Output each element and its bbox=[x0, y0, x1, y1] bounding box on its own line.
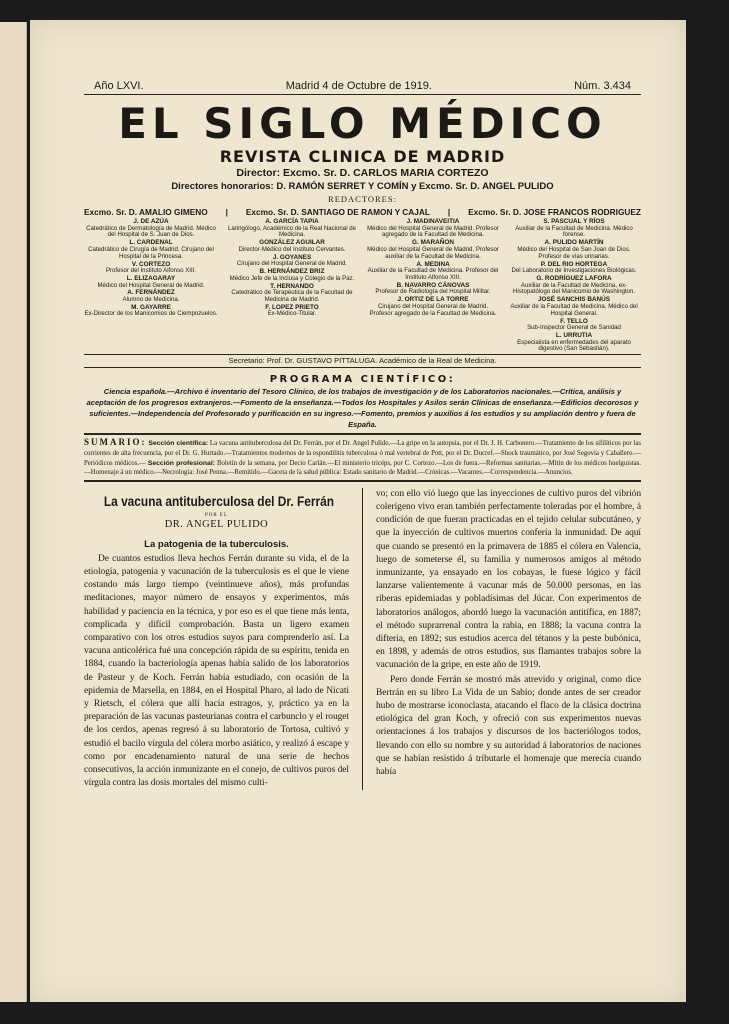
article-paragraph: vo; con ello vió luego que las inyecciones de cultivo puros del vibrión colerígeno vivo eran también perfectamente toleradas por el hombre, á condición de que fueran practicadas en el tejido celular subcutáneo, y que la inyección de cultivos muertos confería la inmunidad. De aquí que cuando se presentó en la primavera de 1885 el cólera en Valencia, luego de someterse él, su familia y numerosos amigos al método inmunizante, ya ensayado en los cobayas, le fuese lógico y fácil lanzarse valientemente á vacunar más de 50.000 personas, en las riberas epidemiadas y pobladísimas del Júcar. Con experimentos de laboratorios análogos, abordó luego la vacunación antitífica, en 1887; el método suprarrenal contra la rabia, en 1888; la vacuna contra la difteria, en 1892; sus estudios acerca del tétanos y la peste bubónica, en 1898, y además de otros estudios, sus flamantes trabajos sobre la vacunación de la gripe, en este año de 1919. bbox=[376, 488, 641, 671]
editors-column-4 bbox=[507, 218, 641, 353]
editor-name: A. GARCÍA TAPIA bbox=[265, 218, 319, 225]
editor-name: G. MARAÑON bbox=[412, 239, 454, 247]
editor-description: Auxiliar de la Facultad de Medicina, ex-Histopatólogo del Manicomio de Washington. bbox=[512, 281, 636, 296]
editor-name: P. DEL RIO HORTEGA bbox=[540, 260, 608, 268]
editor-description: Catedrático de Cirugía de Madrid. Cirujano del Hospital de la Princesa. bbox=[88, 245, 214, 260]
editor-name: J. MADINAVEITIA bbox=[406, 218, 460, 225]
column-rule bbox=[362, 488, 363, 791]
editor-name: J. DE AZÚA bbox=[133, 218, 169, 225]
editor-name: S. PASCUAL Y RÍOS bbox=[543, 218, 605, 225]
editor-description: Profesor del Instituto Alfonso XIII. bbox=[105, 267, 197, 275]
editor-description: Ex-Médico-Titular. bbox=[267, 310, 317, 318]
article-section-heading: La patogenia de la tuberculosis. bbox=[144, 538, 289, 550]
editor-name: L. CARDENAL bbox=[129, 239, 173, 247]
editors-heads-row bbox=[84, 207, 641, 217]
editor-name: F. TELLO bbox=[560, 317, 588, 325]
redactores-heading: REDACTORES: bbox=[328, 194, 397, 204]
editor-name: G. RODRÍGUEZ LAFORA bbox=[536, 275, 612, 283]
programa-text: Ciencia española.—Archivo é inventario del Tesoro Clínico, de los trabajos de investigación y de los Laboratorios nacionales.—Crítica, análisis y aceptación de los progresos extranjeros.—Fomento de la enseñanza.—Todos los Hospitales y Asilos serán Clínicas de enseñanza.—Edificios decorosos y suficientes.—Independencia del Profesorado y purificación en su ingreso.—Fomento, premios y auxilios á los estudios y su ampliación dentro y fuera de España. bbox=[84, 386, 641, 435]
editor-name: A. MEDINA bbox=[416, 260, 450, 268]
programa-title: PROGRAMA CIENTÍFICO: bbox=[269, 374, 456, 386]
article-column-right bbox=[376, 488, 641, 791]
editor-description: Médico del Hospital General de Madrid. Profesor auxiliar de la Facultad de Medicina. bbox=[367, 245, 499, 260]
sumario-professional-text: Boletín de la semana, por Decio Carlán.—El ministerio tricéps, por C. Cortezo.—Los de fuera.—Reformas sanitarias.—Mitin de los médicos huelguistas.—Homenaje á un médico.—Necrología: José Penna.—Remitido.—Gaceta de la salud pública: Estado sanitario de Madrid.—Crónicas.—Vacantes.—Correspondencia.—Anuncios. bbox=[84, 459, 641, 477]
sumario-label: SUMARIO: bbox=[84, 437, 147, 448]
editor-description: Profesor de Radiología del Hospital Militar. bbox=[375, 288, 491, 296]
masthead-title: EL SIGLO MÉDICO bbox=[118, 99, 607, 148]
editor-description: Laringólogo, Académico de la Real Nacional de Medicina. bbox=[227, 224, 357, 239]
editor-description: Del Laboratorio de Investigaciones Biológicas. bbox=[511, 267, 637, 275]
editor-description: Auxiliar de la Facultad de Medicina. Médico forense. bbox=[515, 224, 633, 239]
issue-number: Núm. 3.434 bbox=[574, 80, 631, 92]
editor-name: B. NAVARRO CÁNOVAS bbox=[396, 281, 470, 289]
sumario-section-scientific: Sección científica: bbox=[148, 440, 209, 448]
editor-description: Médico del Hospital General de Madrid. bbox=[97, 281, 205, 289]
editor-description: Médico del Hospital de San Juan de Dios. Profesor de vías urinarias. bbox=[517, 245, 631, 260]
editor-name: JOSÉ SANCHIS BANÚS bbox=[537, 296, 611, 304]
article-byline-prefix: POR EL bbox=[204, 512, 229, 518]
editor-description: Médico del Hospital General de Madrid. Profesor agregado de la Facultad de Medicina. bbox=[367, 224, 499, 239]
editor-name: J. GOYANES bbox=[272, 253, 312, 261]
article-paragraph: Pero donde Ferrán se mostró más atrevido y original, como dice Bertrán en su libro La Vida de un Sabio; donde antes de ser creador hubo de mostrarse iconoclasta, atacando el flaco de la clásica doctrina etiológica del gran Koch, y ofreció con sus experimentos nuevas orientaciones á los trabajos y discursos de los bacteriólogos todos, llevando con ello su nombre y su autoridad á laboratorios de naciones que se habían resistido á tributarle el homenaje que merecía cuando había bbox=[376, 674, 641, 778]
editors-column-2 bbox=[225, 218, 359, 353]
editor-name: M. GAYARRE bbox=[131, 303, 171, 311]
editor-description: Director-Médico del Instituto Cervantes. bbox=[238, 245, 346, 253]
dateline bbox=[84, 80, 641, 95]
honorary-directors-line: Directores honorarios: D. RAMÓN SERRET Y COMÍN y Excmo. Sr. D. ANGEL PULIDO bbox=[171, 181, 554, 192]
editor-name: A. PULIDO MARTÍN bbox=[544, 239, 604, 247]
editor-name: J. ORTIZ DE LA TORRE bbox=[397, 296, 469, 304]
editor-name: GONZÁLEZ AGUILAR bbox=[259, 239, 325, 247]
article-author: DR. ANGEL PULIDO bbox=[164, 518, 269, 530]
editors-column-1 bbox=[84, 218, 218, 353]
sumario-section-professional: Sección profesional: bbox=[147, 459, 215, 467]
article-paragraph: De cuantos estudios lleva hechos Ferrán durante su vida, el de la etiología, patogenia y vacunación de la tuberculosis es el que le viene costando más largo tiempo (veintinueve años), más profundas meditaciones, mayor número de ensayos y experimentos, más habilidad y paciencia en la técnica, y por eso es el que tiene más lenta, complicada y difícil comprobación. Basta un ligero examen comparativo con los otros estudios suyos para comprenderlo así. La vacuna anticolérica fué una concepción rápida de su espíritu, tenida en 1884, cuando la bacteriología apenas había salido de los laboratorios de Pasteur y de Koch. Ferrán había estudiado, con ocasión de la epidemia de Marsella, en 1884, en el Hospital Pharo, al lado de Nicati y Rietsch, el cólera que allí hacía estragos, y, práctico ya en la preparación de las vacunas pasteurianas contra el carbunclo y el rouget de los cerdos, apenas regresó á su laboratorio de Tortosa, cultivó y estudió el bacilo vírgula del cólera morbo asiático, y realizó á escape y como por encadenamiento natural de una serie de hechos consecutivos, la acción inmunizante en el conejo, de cultivos puros del vírgula contra las dosis mortales del mismo culti- bbox=[84, 553, 349, 789]
editor-head: Excmo. Sr. D. AMALIO GIMENO bbox=[84, 207, 208, 217]
editor-description: Catedrático de Terapéutica de la Facultad de Medicina de Madrid. bbox=[231, 289, 353, 303]
secretary-line: Secretario: Prof. Dr. GUSTAVO PITTALUGA. Académico de la Real de Medicina. bbox=[84, 355, 641, 368]
editors-column-3 bbox=[366, 218, 500, 353]
editor-description: Cirujano del Hospital General de Madrid. Profesor agregado de la Facultad de Medicina. bbox=[369, 302, 497, 317]
editor-description: Especialista en enfermedades del aparato digestivo (San Sebastián). bbox=[517, 338, 631, 353]
article-column-left bbox=[84, 488, 349, 791]
editor-name: T. HERNANDO bbox=[270, 282, 314, 290]
editor-name: A. FERNÁNDEZ bbox=[127, 289, 175, 297]
editor-description: Cirujano del Hospital General de Madrid. bbox=[236, 260, 348, 268]
editor-description: Auxiliar de la Facultad de Medicina. Médico del Hospital General. bbox=[510, 302, 638, 317]
editor-name: V. CORTEZO bbox=[131, 260, 171, 268]
editor-head: Excmo. Sr. D. JOSE FRANCOS RODRIGUEZ bbox=[468, 207, 641, 217]
director-line: Director: Excmo. Sr. D. CARLOS MARIA CORTEZO bbox=[236, 167, 489, 179]
editor-name: B. HERNÁNDEZ BRIZ bbox=[259, 268, 325, 276]
page-content bbox=[84, 80, 641, 790]
editor-description: Ex-Director de los Manicomios de Ciempozuelos. bbox=[84, 310, 218, 318]
editor-name: F. LOPEZ PRIETO bbox=[265, 303, 319, 311]
editor-description: Auxiliar de la Facultad de Medicina. Profesor del Instituto Alfonso XIII. bbox=[367, 267, 499, 282]
masthead-subtitle: REVISTA CLINICA DE MADRID bbox=[219, 147, 506, 166]
editor-description: Médico Jefe de la Inclusa y Colegio de la Paz. bbox=[229, 274, 355, 282]
sumario bbox=[84, 435, 641, 481]
editor-description: Alumno de Medicina. bbox=[122, 295, 180, 303]
editors-grid bbox=[84, 218, 641, 355]
editor-head: Excmo. Sr. D. SANTIAGO DE RAMON Y CAJAL bbox=[245, 207, 430, 217]
issue-year: Año LXVI. bbox=[94, 80, 144, 92]
editor-name: L. ELIZAGARAY bbox=[126, 275, 176, 283]
article-columns bbox=[84, 488, 641, 791]
editor-description: Sub-Inspector General de Sanidad bbox=[527, 324, 621, 332]
article-title: La vacuna antituberculosa del Dr. Ferrán bbox=[103, 492, 335, 509]
issue-date: Madrid 4 de Octubre de 1919. bbox=[285, 80, 432, 92]
adjacent-page-edge bbox=[0, 22, 27, 1002]
separator: | bbox=[447, 207, 451, 217]
sumario-scientific-text: La vacuna antituberculosa del Dr. Ferrán, por el Dr. Angel Pulido.—La gripe en la autopsia, por el Dr. J. H. Carbonero.—Tratamiento de los sifilíticos por las corrientes de alta frecuencia, por el Dr. G. Hurtado.—Tratamientos modernos de la espondilitis tuberculosa ó mal vertebral de Pott, por el Dr. Ducref.—Shock traumático, por José Segovia y Caballero.—Periódicos médicos.— bbox=[84, 440, 641, 467]
editor-description: Catedrático de Dermatología de Madrid. Médico del Hospital de S. Juan de Dios. bbox=[86, 224, 216, 239]
editor-name: L. URRUTIA bbox=[555, 332, 593, 340]
separator: | bbox=[225, 207, 228, 217]
newspaper-page bbox=[30, 20, 686, 1002]
